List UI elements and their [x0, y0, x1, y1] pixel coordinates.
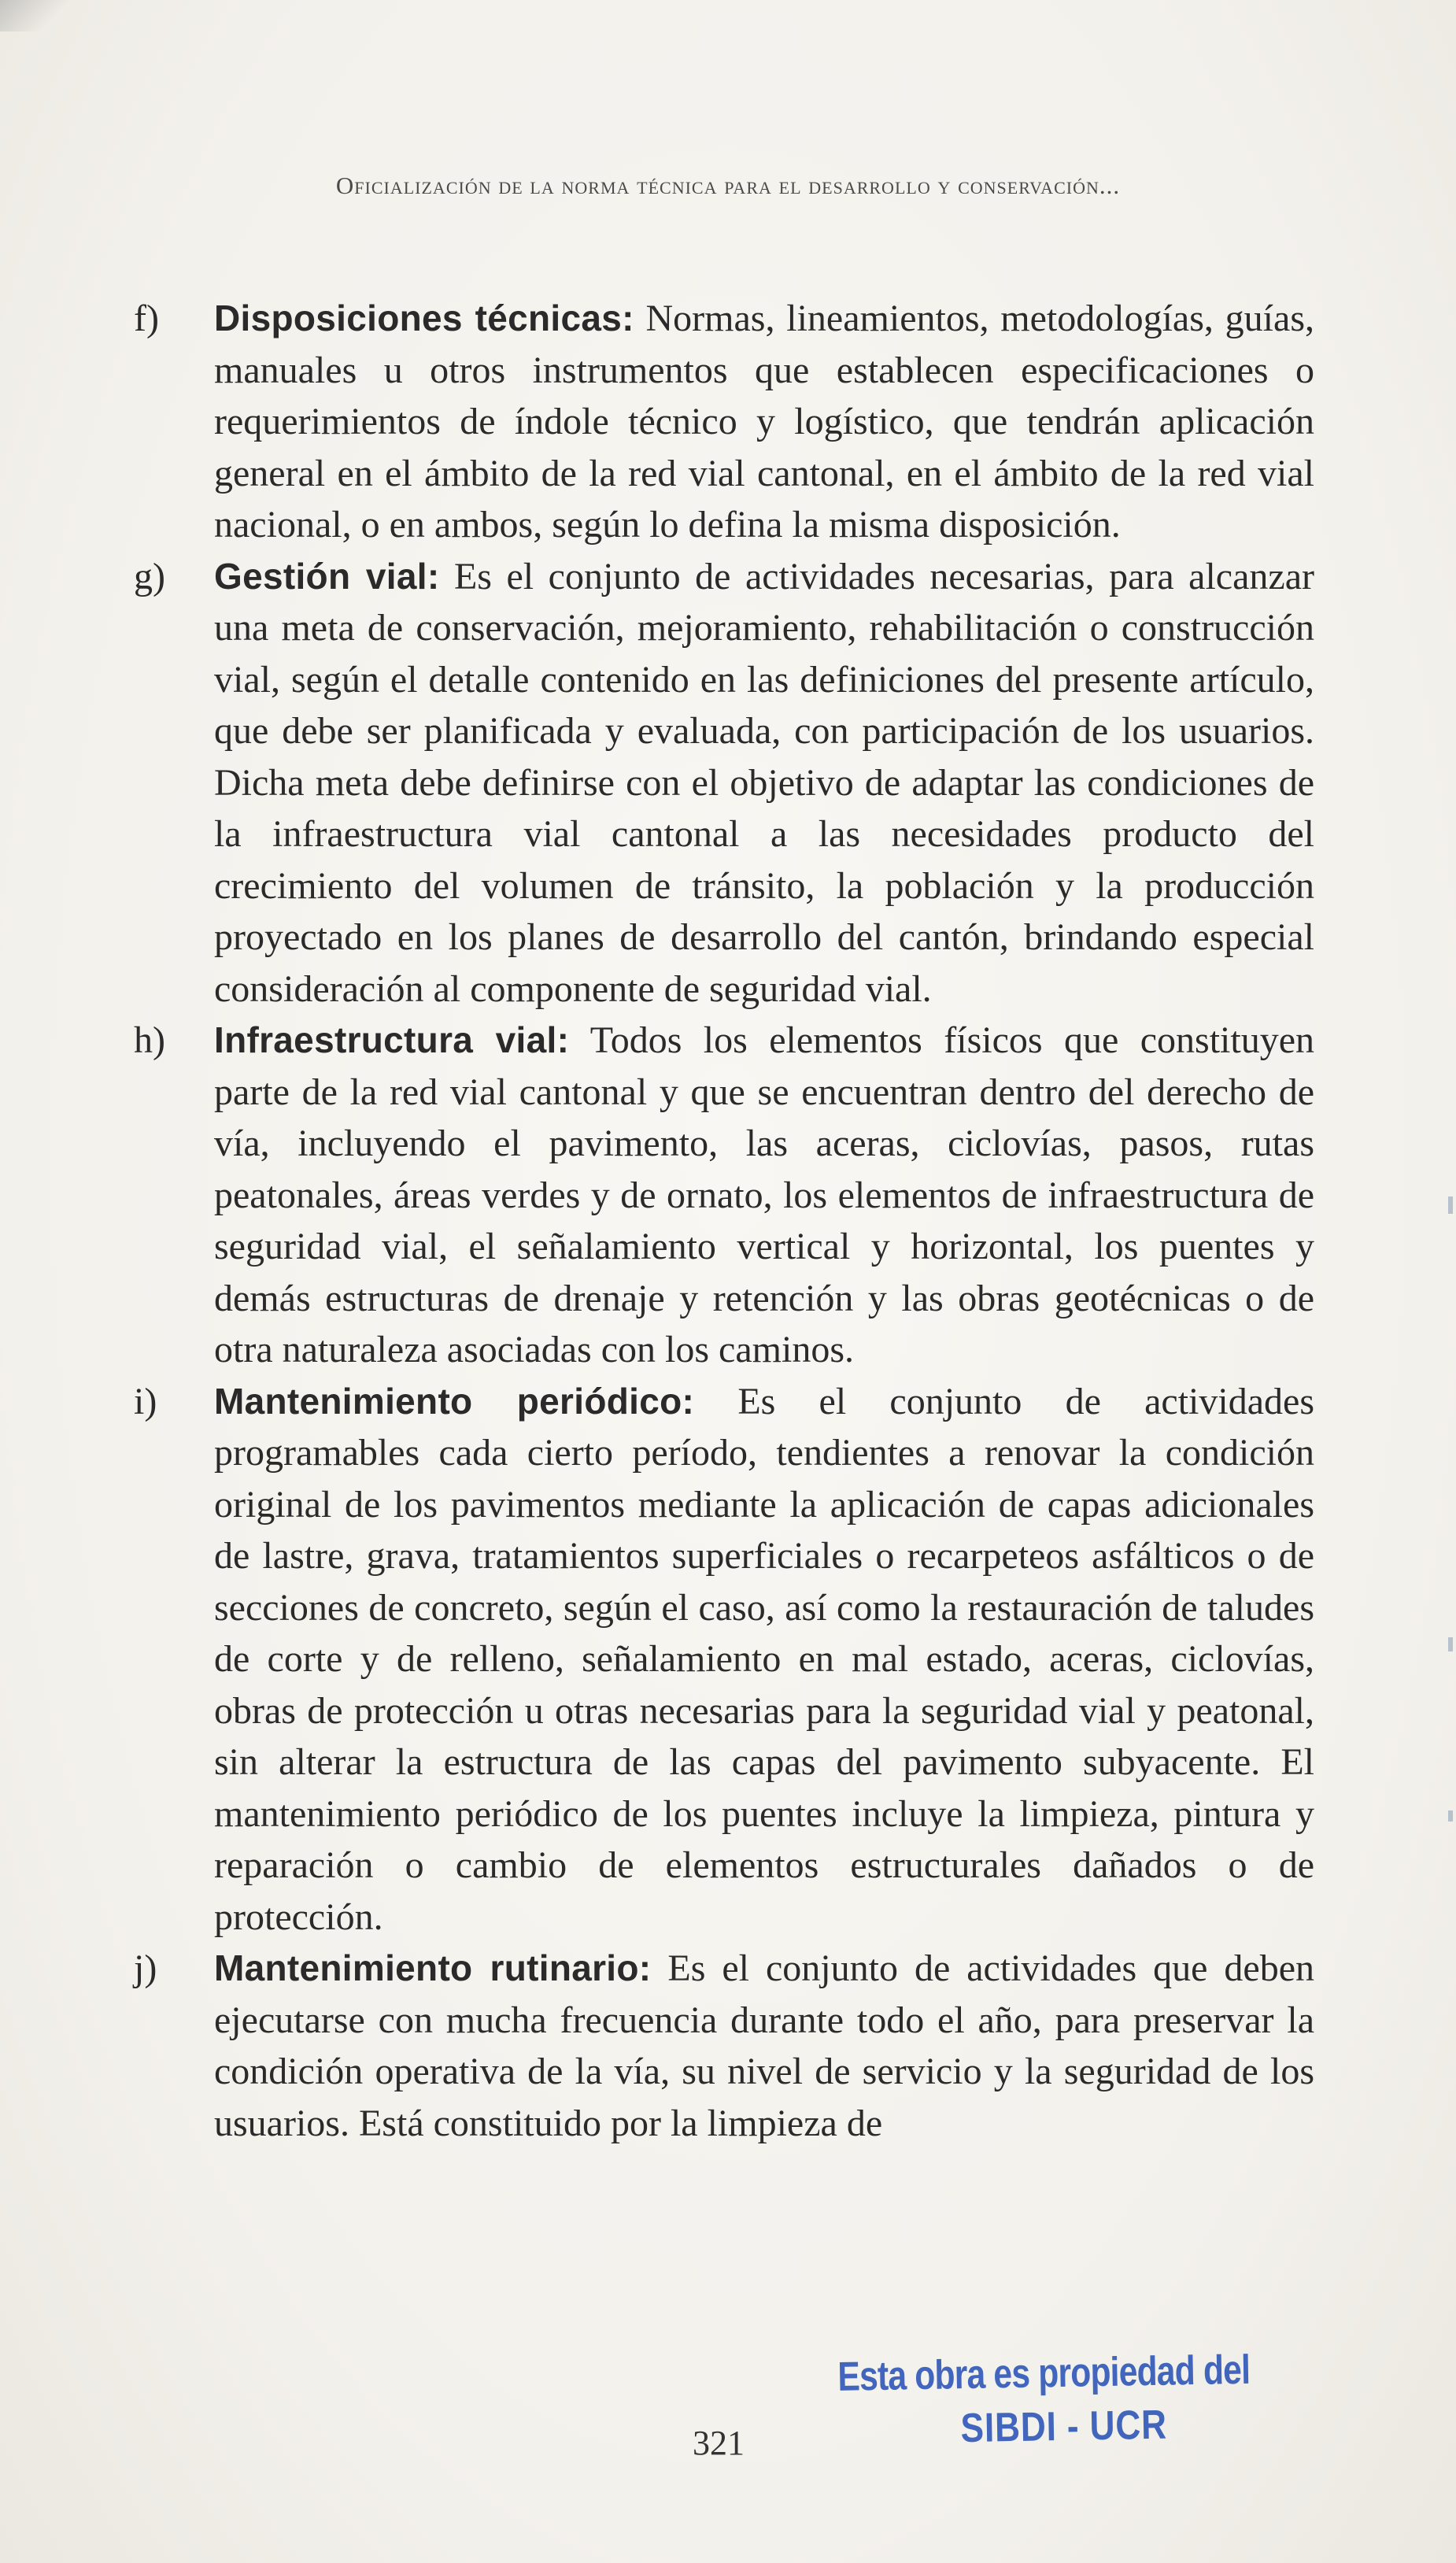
page-number: 321	[693, 2424, 745, 2462]
definition-term: Disposiciones técnicas:	[214, 298, 634, 338]
scan-corner-shadow	[0, 0, 71, 31]
definition-paragraph	[214, 1015, 1314, 1376]
scan-edge-mark	[1448, 1637, 1453, 1651]
stamp-line-2: SIBDI - UCR	[960, 2402, 1168, 2452]
running-head	[0, 172, 1456, 200]
definition-paragraph	[214, 293, 1314, 551]
item-marker: j)	[134, 1947, 157, 1989]
definition-paragraph	[214, 1943, 1314, 2149]
stamp-line-1: Esta obra es propiedad del	[837, 2347, 1251, 2400]
item-marker: i)	[134, 1380, 157, 1422]
definition-text: Es el conjunto de actividades necesarias, para alcanzar una meta de conservación, mejoramiento, rehabilitación o construcción vial, según el detalle contenido en las definiciones del presente artículo, que debe ser planificada y evaluada, con participación de los usuarios. Dicha meta debe definirse con el objetivo de adaptar las condiciones de la infraestructura vial cantonal a las necesidades producto del crecimiento del volumen de tránsito, la población y la producción proyectado en los planes de desarrollo del cantón, brindando especial consideración al componente de seguridad vial.	[214, 555, 1315, 1010]
item-marker: f)	[134, 298, 159, 339]
scan-edge-mark	[1448, 1196, 1453, 1214]
item-marker: h)	[134, 1019, 165, 1061]
definition-text: Normas, lineamientos, metodologías, guías, manuales u otros instrumentos que establecen especificaciones o requerimientos de índole técnico y logístico, que tendrán aplicación general en el ámbito de la red vial cantonal, en el ámbito de la red vial nacional, o en ambos, según lo defina la misma disposición.	[214, 298, 1314, 546]
definition-paragraph	[214, 551, 1314, 1015]
definition-text: Todos los elementos físicos que constituyen parte de la red vial cantonal y que se encuentran dentro del derecho de vía, incluyendo el pavimento, las aceras, ciclovías, pasos, rutas peatonales, áreas verdes y de ornato, los elementos de infraestructura de seguridad vial, el señalamiento vertical y horizontal, los puentes y demás estructuras de drenaje y retención y las obras geotécnicas o de otra naturaleza asociadas con los caminos.	[214, 1019, 1315, 1370]
scan-edge-mark	[1448, 1810, 1453, 1821]
definition-item-g	[134, 551, 1314, 1015]
definition-item-f	[134, 293, 1314, 551]
definition-paragraph	[214, 1376, 1314, 1944]
definition-text: Es el conjunto de actividades que deben ejecutarse con mucha frecuencia durante todo el año, para preservar la condición operativa de la vía, su nivel de servicio y la seguridad de los usuarios. Está constituido por la limpieza de	[214, 1947, 1314, 2144]
definition-term: Mantenimiento periódico:	[214, 1380, 695, 1422]
definition-item-i	[134, 1376, 1314, 1944]
definition-item-j	[134, 1943, 1314, 2149]
definition-text: Es el conjunto de actividades programables cada cierto período, tendientes a renovar la condición original de los pavimentos mediante la aplicación de capas adicionales de lastre, grava, tratamientos superficiales o recarpeteos asfálticos o de secciones de concreto, según el caso, así como la restauración de taludes de corte y de relleno, señalamiento en mal estado, aceras, ciclovías, obras de protección u otras necesarias para la seguridad vial y peatonal, sin alterar la estructura de las capas del pavimento subyacente. El mantenimiento periódico de los puentes incluye la limpieza, pintura y reparación o cambio de elementos estructurales dañados o de protección.	[214, 1380, 1315, 1938]
definition-term: Gestión vial:	[214, 555, 440, 597]
definitions-list	[134, 293, 1314, 2149]
running-head-text: Oficialización de la norma técnica para el desarrollo y conservación...	[335, 172, 1121, 199]
item-marker: g)	[134, 555, 165, 597]
definition-item-h	[134, 1015, 1314, 1376]
library-ownership-stamp	[837, 2346, 1280, 2454]
definition-term: Infraestructura vial:	[214, 1019, 570, 1060]
definition-term: Mantenimiento rutinario:	[214, 1947, 652, 1988]
